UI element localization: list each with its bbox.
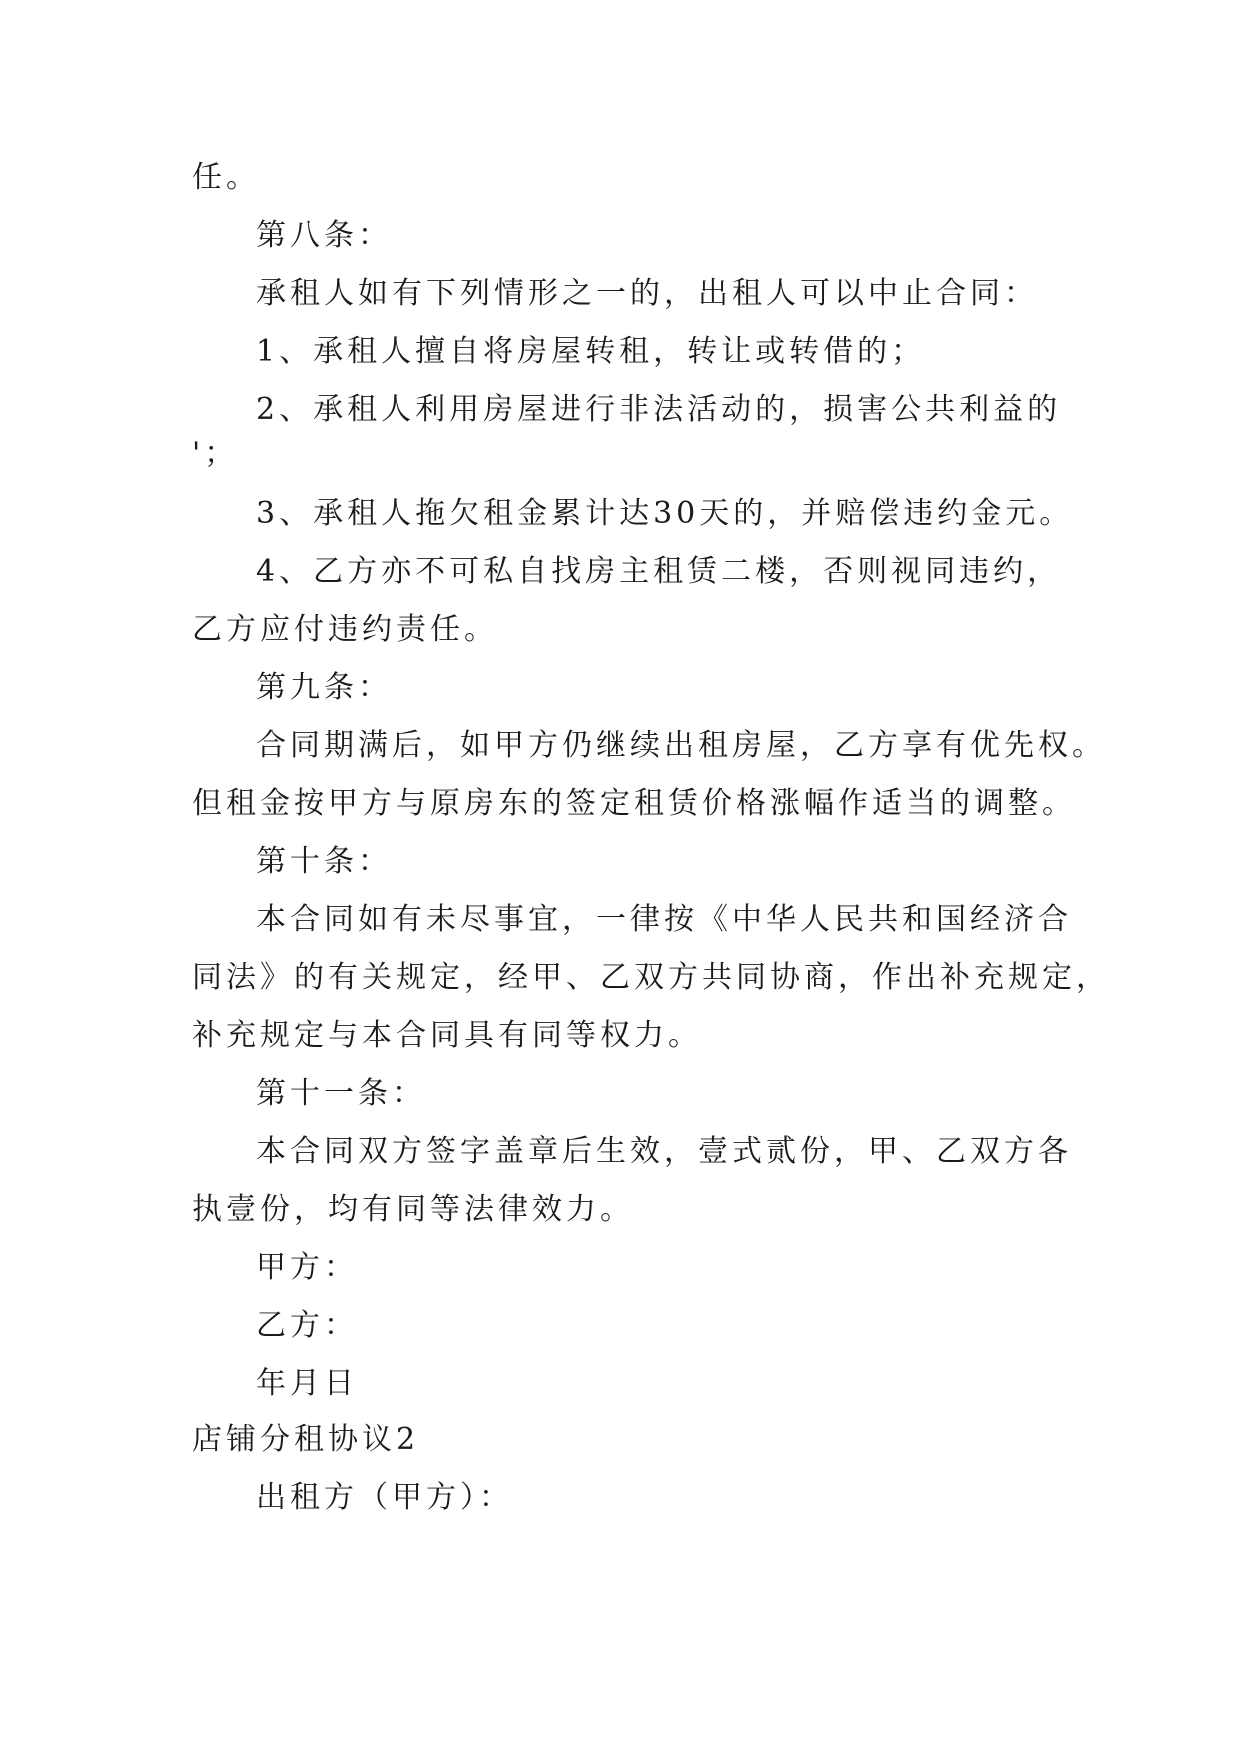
text-line: 乙方应付违约责任。	[192, 612, 498, 647]
signature-party-b: 乙方：	[256, 1308, 358, 1343]
article-heading: 第十一条：	[256, 1076, 426, 1111]
text-line: 本合同双方签字盖章后生效，壹式贰份，甲、乙双方各	[256, 1134, 1072, 1169]
section-title: 店铺分租协议2	[192, 1422, 420, 1457]
list-item: 1、承租人擅自将房屋转租，转让或转借的；	[256, 334, 926, 369]
text-line: '；	[192, 436, 239, 471]
signature-party-a: 甲方：	[256, 1250, 358, 1285]
list-item: 4、乙方亦不可私自找房主租赁二楼，否则视同违约，	[256, 554, 1062, 589]
text-line: 承租人如有下列情形之一的，出租人可以中止合同：	[256, 276, 1038, 311]
text-line: 出租方（甲方）：	[256, 1480, 513, 1515]
text-line: 本合同如有未尽事宜，一律按《中华人民共和国经济合	[256, 902, 1072, 937]
text-line: 补充规定与本合同具有同等权力。	[192, 1018, 702, 1053]
article-heading: 第八条：	[256, 218, 392, 253]
text-line: 同法》的有关规定，经甲、乙双方共同协商，作出补充规定，	[192, 960, 1110, 995]
signature-date: 年月日	[256, 1366, 358, 1401]
text-line: 任。	[192, 160, 260, 195]
article-heading: 第十条：	[256, 844, 392, 879]
list-item: 2、承租人利用房屋进行非法活动的，损害公共利益的	[256, 392, 1062, 427]
text-line: 合同期满后，如甲方仍继续出租房屋，乙方享有优先权。	[256, 728, 1106, 763]
article-heading: 第九条：	[256, 670, 392, 705]
list-item: 3、承租人拖欠租金累计达30天的，并赔偿违约金元。	[256, 496, 1074, 531]
text-line: 但租金按甲方与原房东的签定租赁价格涨幅作适当的调整。	[192, 786, 1076, 821]
text-line: 执壹份，均有同等法律效力。	[192, 1192, 634, 1227]
